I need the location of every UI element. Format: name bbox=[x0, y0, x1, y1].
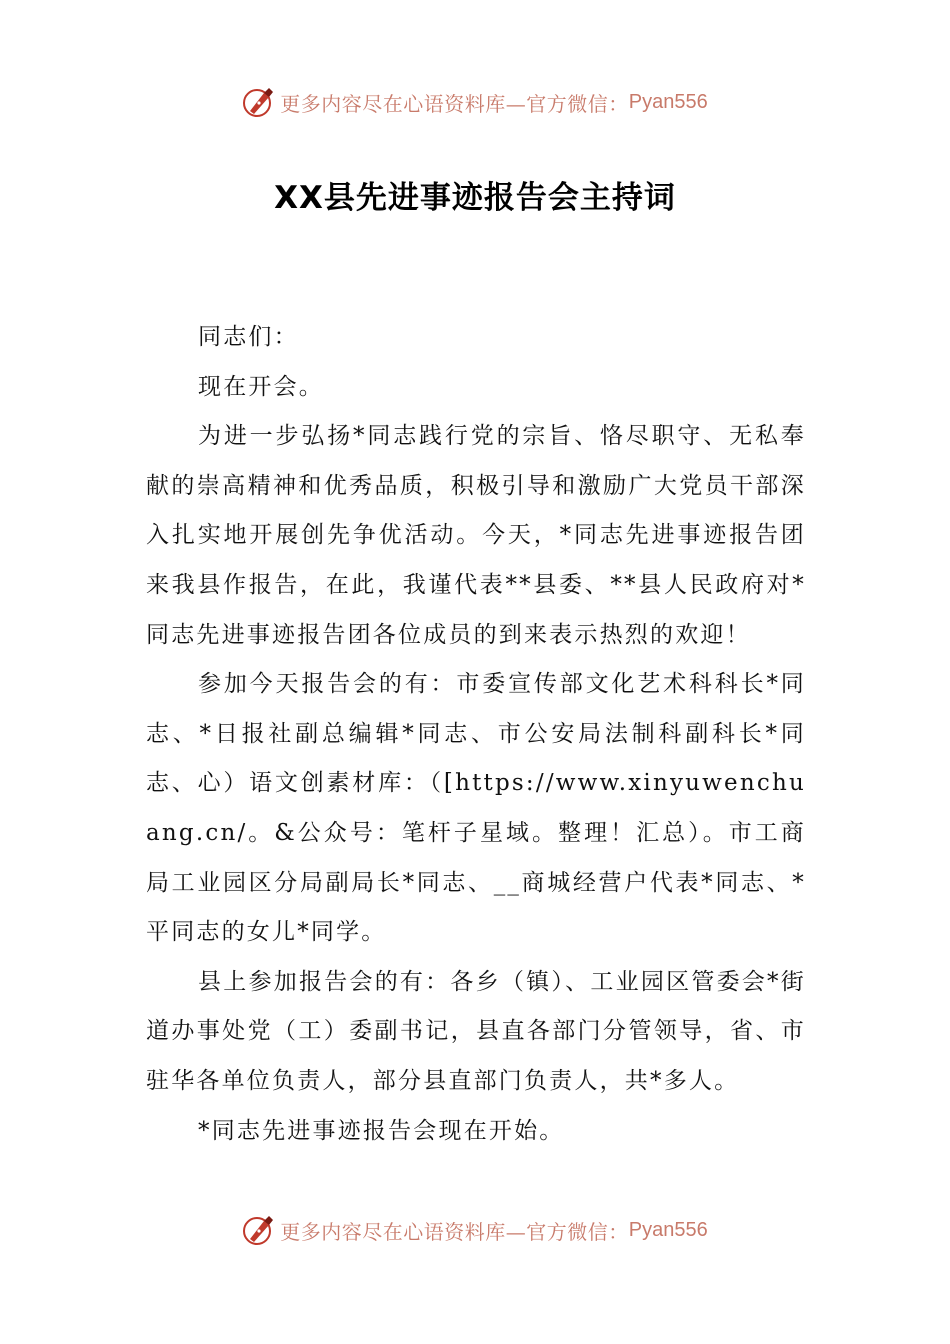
page-title: XX县先进事迹报告会主持词 bbox=[274, 180, 676, 216]
pen-nib-circle-icon bbox=[242, 1213, 276, 1247]
paragraph-start: *同志先进事迹报告会现在开始。 bbox=[198, 1117, 565, 1144]
wechat-id: Pyan556 bbox=[628, 1218, 708, 1241]
pen-nib-circle-icon bbox=[242, 85, 276, 119]
paragraph-opening: 现在开会。 bbox=[198, 373, 324, 400]
banner-text: 更多内容尽在心语资料库—官方微信： bbox=[280, 91, 629, 116]
document-body bbox=[146, 313, 806, 1156]
paragraph-purpose: 为进一步弘扬*同志践行党的宗旨、恪尽职守、无私奉献的崇高精神和优秀品质，积极引导和激励广大党员干部深入扎实地开展创先争优活动。今天，*同志先进事迹报告团来我县作报告，在此，我谨代表**县委、**县人民政府对*同志先进事迹报告团各位成员的到来表示热烈的欢迎！ bbox=[146, 423, 806, 648]
footer-banner bbox=[0, 1210, 950, 1250]
paragraph-attendees-city: 参加今天报告会的有：市委宣传部文化艺术科科长*同志、*日报社副总编辑*同志、市公安局法制科副科长*同志、心）语文创素材库：（[https://www.xinyuwenchuang.cn/。&公众号：笔杆子星域。整理！汇总）。市工商局工业园区分局副局长*同志、__商城经营户代表*同志、*平同志的女儿*同学。 bbox=[146, 671, 806, 946]
paragraph-attendees-county: 县上参加报告会的有：各乡（镇）、工业园区管委会*街道办事处党（工）委副书记，县直各部门分管领导，省、市驻华各单位负责人，部分县直部门负责人，共*多人。 bbox=[146, 968, 806, 1094]
wechat-id: Pyan556 bbox=[628, 90, 708, 113]
banner-text: 更多内容尽在心语资料库—官方微信： bbox=[280, 1219, 629, 1244]
header-banner bbox=[0, 82, 950, 122]
paragraph-salutation: 同志们： bbox=[198, 324, 299, 350]
